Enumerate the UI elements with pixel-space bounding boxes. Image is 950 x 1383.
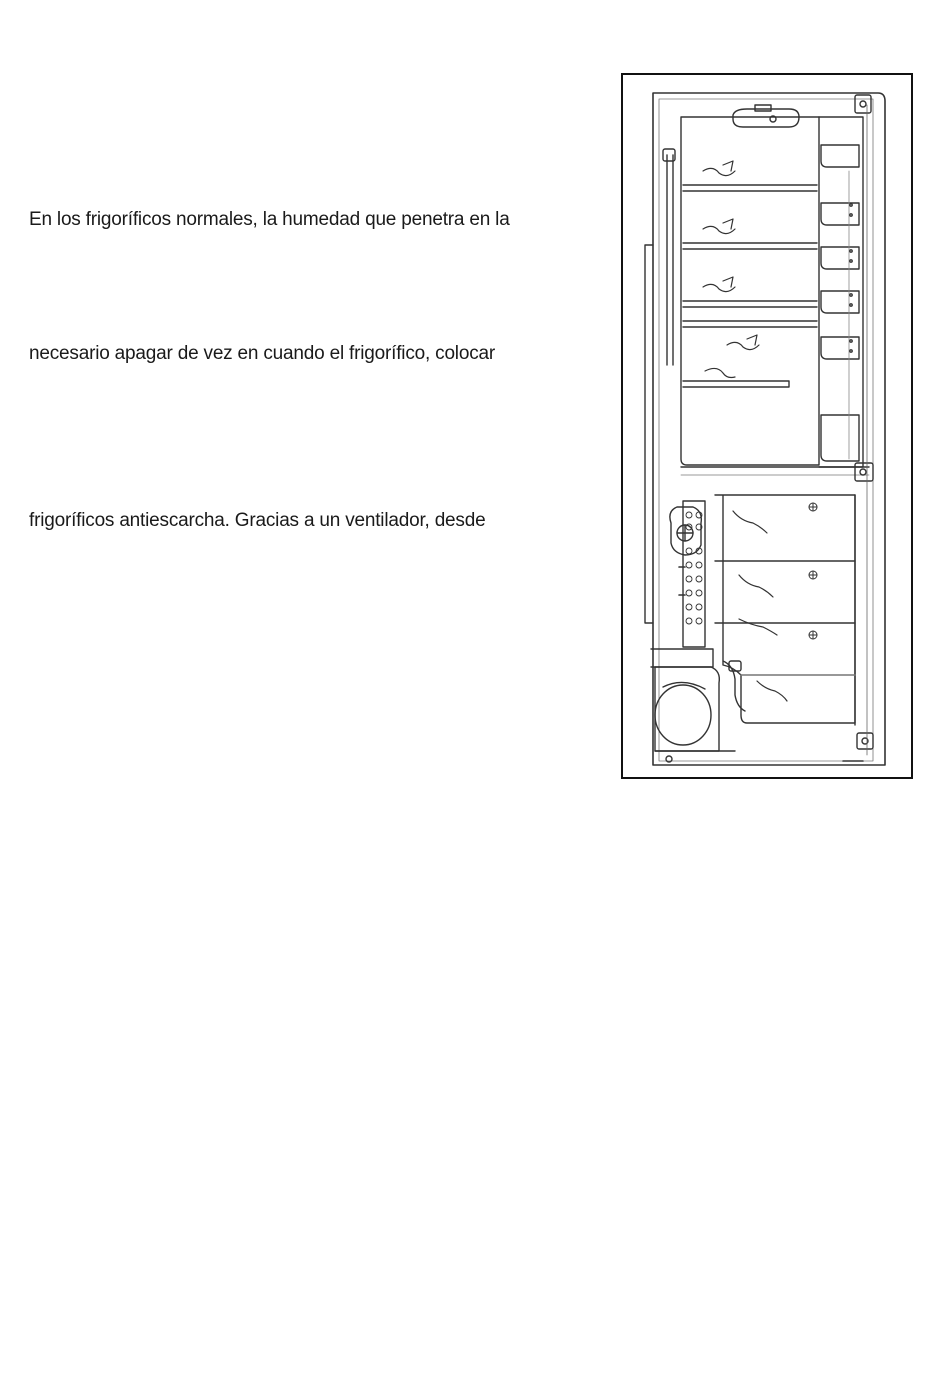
fridge-cross-section-diagram-icon bbox=[623, 75, 911, 777]
body-text-line-2: necesario apagar de vez en cuando el frigorífico, colocar bbox=[29, 343, 495, 364]
fridge-diagram-frame bbox=[621, 73, 913, 779]
body-text-line-1: En los frigoríficos normales, la humedad que penetra en la bbox=[29, 209, 510, 230]
body-text-line-3: frigoríficos antiescarcha. Gracias a un ventilador, desde bbox=[29, 510, 486, 531]
